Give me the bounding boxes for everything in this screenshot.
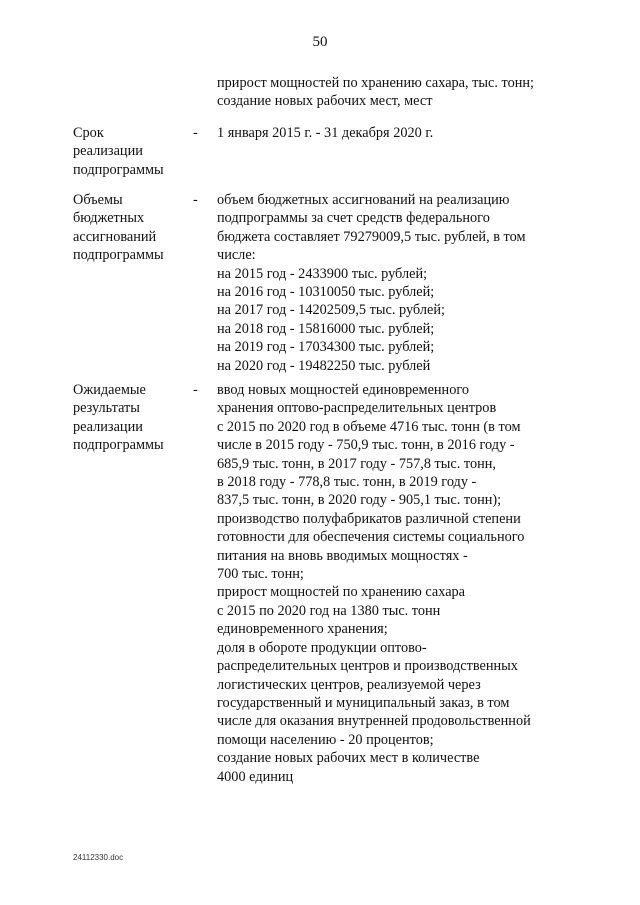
- value-line: 4000 единиц: [217, 768, 294, 785]
- value-line: на 2016 год - 10310050 тыс. рублей;: [217, 284, 435, 301]
- label-line: Объемы: [73, 192, 123, 208]
- value-line: бюджета составляет 79279009,5 тыс. рублей, в том: [217, 228, 526, 245]
- value-line: готовности для обеспечения системы социального: [217, 529, 525, 546]
- dash-separator: -: [193, 125, 198, 141]
- section-label: [73, 124, 183, 179]
- value-line: 837,5 тыс. тонн, в 2020 году - 905,1 тыс. тонн);: [217, 492, 502, 509]
- value-line: на 2020 год - 19482250 тыс. рублей: [217, 357, 431, 374]
- value-line: на 2017 год - 14202509,5 тыс. рублей;: [217, 302, 445, 319]
- value-line: подпрограммы за счет средств федерального: [217, 210, 490, 227]
- intro-continuation: [217, 74, 577, 111]
- value-line: на 2018 год - 15816000 тыс. рублей;: [217, 320, 435, 337]
- value-line: хранения оптово-распределительных центров: [217, 400, 497, 417]
- value-line: создание новых рабочих мест в количестве: [217, 750, 480, 767]
- value-line: с 2015 по 2020 год на 1380 тыс. тонн: [217, 602, 441, 619]
- section-label: [73, 381, 183, 455]
- text-line: создание новых рабочих мест, мест: [217, 93, 433, 110]
- value-line: в 2018 году - 778,8 тыс. тонн, в 2019 году -: [217, 474, 477, 491]
- value-line: 700 тыс. тонн;: [217, 566, 304, 583]
- value-line: логистических центров, реализуемой через: [217, 676, 481, 693]
- label-line: подпрограммы: [73, 437, 164, 454]
- document-filename: 24112330.doc: [73, 853, 124, 862]
- value-line: на 2019 год - 17034300 тыс. рублей;: [217, 339, 435, 356]
- dash-separator: -: [193, 192, 198, 208]
- value-line: питания на вновь вводимых мощностях -: [217, 547, 468, 564]
- value-line: на 2015 год - 2433900 тыс. рублей;: [217, 265, 428, 282]
- value-line: объем бюджетных ассигнований на реализацию: [217, 192, 510, 208]
- value-line: помощи населению - 20 процентов;: [217, 731, 434, 748]
- value-line: единовременного хранения;: [217, 621, 388, 638]
- value-line: 1 января 2015 г. - 31 декабря 2020 г.: [217, 125, 434, 141]
- value-line: прирост мощностей по хранению сахара: [217, 584, 466, 601]
- value-line: государственный и муниципальный заказ, в том: [217, 694, 510, 711]
- label-line: подпрограммы: [73, 161, 164, 178]
- label-line: ассигнований: [73, 228, 157, 245]
- value-line: доля в обороте продукции оптово-: [217, 639, 427, 656]
- value-line: производство полуфабрикатов различной степени: [217, 510, 521, 527]
- label-line: подпрограммы: [73, 247, 164, 264]
- value-line: ввод новых мощностей единовременного: [217, 382, 470, 398]
- label-line: Срок: [73, 125, 104, 141]
- section-value: [217, 124, 577, 142]
- value-line: числе:: [217, 247, 256, 264]
- label-line: бюджетных: [73, 210, 145, 227]
- label-line: реализации: [73, 143, 143, 160]
- section-label: [73, 191, 183, 265]
- page-number: 50: [312, 34, 328, 50]
- value-line: с 2015 по 2020 год в объеме 4716 тыс. тонн (в том: [217, 418, 521, 435]
- value-line: 685,9 тыс. тонн, в 2017 году - 757,8 тыс. тонн,: [217, 455, 496, 472]
- value-line: числе в 2015 году - 750,9 тыс. тонн, в 2016 году -: [217, 437, 515, 454]
- label-line: Ожидаемые: [73, 382, 146, 398]
- value-line: числе для оказания внутренней продовольственной: [217, 713, 531, 730]
- text-line: прирост мощностей по хранению сахара, тыс. тонн;: [217, 75, 535, 91]
- label-line: результаты: [73, 400, 140, 417]
- label-line: реализации: [73, 418, 143, 435]
- value-line: распределительных центров и производственных: [217, 658, 518, 675]
- section-value: [217, 381, 577, 786]
- section-value: [217, 191, 577, 375]
- dash-separator: -: [193, 382, 198, 398]
